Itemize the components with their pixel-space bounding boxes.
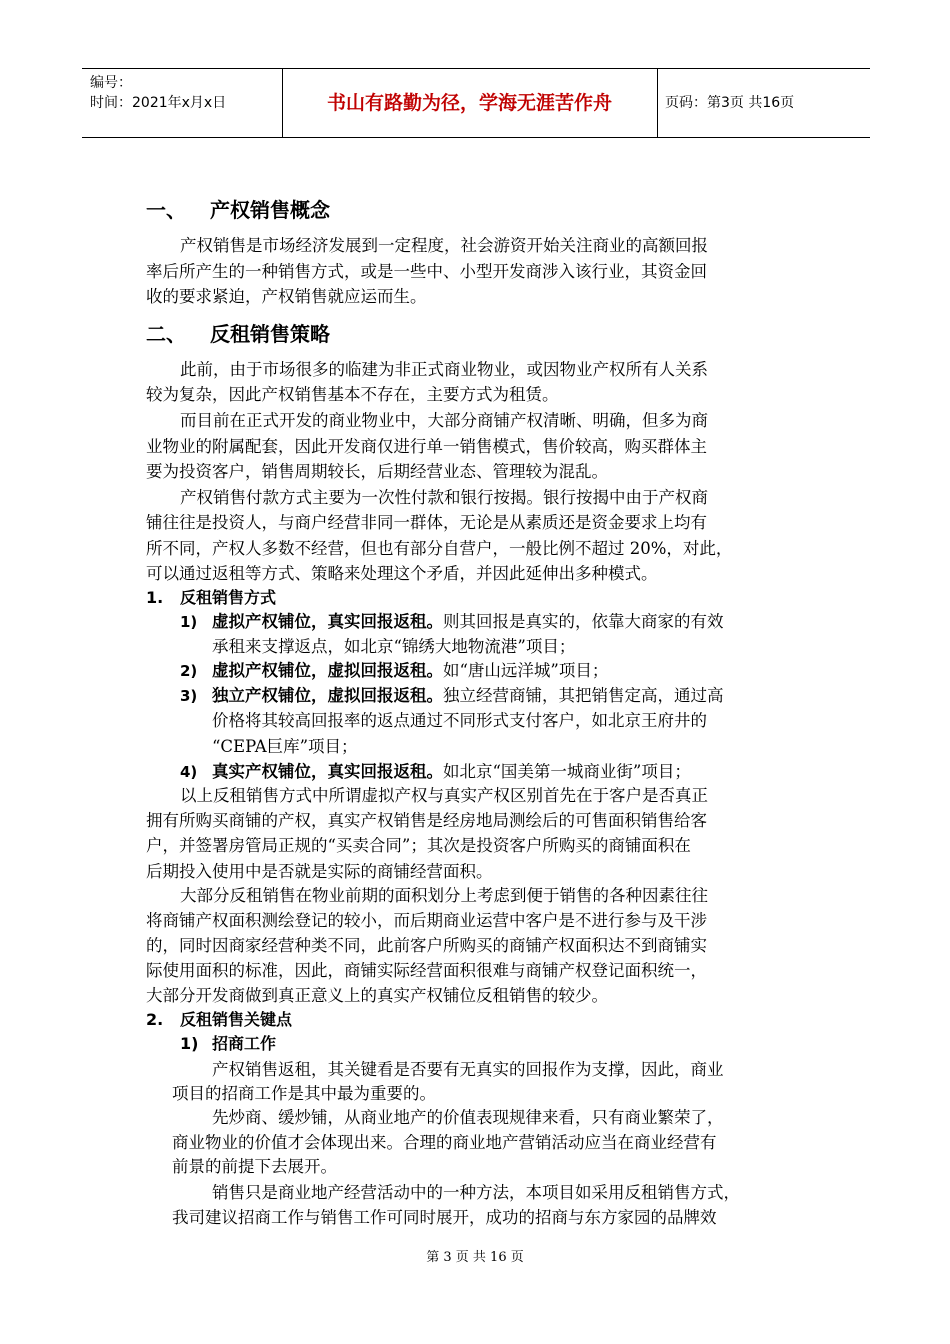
list-number: 1)	[180, 1034, 199, 1053]
paragraph-line: 后期投入使用中是否就是实际的商铺经营面积。	[146, 862, 493, 881]
sub-subsection-heading	[180, 1032, 276, 1056]
header-divider	[657, 69, 658, 137]
page-footer: 第 3 页 共 16 页	[426, 1250, 524, 1265]
list-item-text: 如北京“国美第一城商业街”项目；	[443, 762, 691, 781]
list-number: 1)	[180, 613, 198, 631]
list-item-text: 独立经营商铺，其把销售定高，通过高	[443, 686, 724, 705]
paragraph-line: 前景的前提下去展开。	[172, 1157, 337, 1176]
paragraph-line: 将商铺产权面积测绘登记的较小，而后期商业运营中客户是不进行参与及干涉	[146, 911, 707, 930]
list-item-lead: 独立产权铺位，虚拟回报返租。	[212, 686, 443, 705]
list-number: 3)	[180, 687, 198, 705]
list-item-lead: 虚拟产权铺位，真实回报返租。	[212, 612, 443, 631]
paragraph-line: 大部分开发商做到真正意义上的真实产权铺位反租销售的较少。	[146, 986, 608, 1005]
paragraph-line: 商业物业的价值才会体现出来。合理的商业地产营销活动应当在商业经营有	[172, 1133, 717, 1152]
list-number: 2)	[180, 662, 198, 680]
list-item-continuation: 承租来支撑返点，如北京“锦绣大地物流港”项目；	[212, 637, 576, 656]
paragraph-line: 大部分反租销售在物业前期的面积划分上考虑到便于销售的各种因素往往	[180, 886, 708, 905]
paragraph-line: 销售只是商业地产经营活动中的一种方法，本项目如采用反租销售方式，	[212, 1183, 740, 1202]
section-heading-2	[146, 321, 330, 347]
subsection-title: 反租销售方式	[180, 588, 277, 607]
list-item-text: 则其回报是真实的，依靠大商家的有效	[443, 612, 724, 631]
section-title: 产权销售概念	[210, 198, 330, 222]
subsection-number: 1.	[146, 588, 164, 607]
paragraph-line: 的，同时因商家经营种类不同，此前客户所购买的商铺产权面积达不到商铺实	[146, 936, 707, 955]
paragraph-line: 项目的招商工作是其中最为重要的。	[172, 1084, 436, 1103]
paragraph-line: 较为复杂，因此产权销售基本不存在，主要方式为租赁。	[146, 385, 559, 404]
list-item	[180, 684, 724, 708]
page-header	[82, 68, 870, 138]
section-number: 二、	[146, 322, 186, 346]
sub-subsection-title: 招商工作	[212, 1034, 277, 1053]
paragraph-line: 产权销售返租，其关键看是否要有无真实的回报作为支撑，因此，商业	[212, 1060, 724, 1079]
paragraph-line: 率后所产生的一种销售方式，或是一些中、小型开发商涉入该行业，其资金回	[146, 262, 707, 281]
list-item-lead: 真实产权铺位，真实回报返租。	[212, 762, 443, 781]
subsection-heading-1	[146, 586, 276, 610]
list-item	[180, 659, 608, 683]
list-item	[180, 760, 691, 784]
header-motto: 书山有路勤为径，学海无涯苦作舟	[326, 92, 612, 114]
subsection-title: 反租销售关键点	[180, 1010, 293, 1029]
list-item-continuation: 价格将其较高回报率的返点通过不同形式支付客户，如北京王府井的	[212, 711, 707, 730]
list-item-text: 如“唐山远洋城”项目；	[443, 661, 609, 680]
subsection-number: 2.	[146, 1010, 164, 1029]
paragraph-line: 户，并签署房管局正规的“买卖合同”；其次是投资客户所购买的商铺面积在	[146, 836, 691, 855]
paragraph-line: 要为投资客户，销售周期较长，后期经营业态、管理较为混乱。	[146, 462, 608, 481]
list-item-lead: 虚拟产权铺位，虚拟回报返租。	[212, 661, 443, 680]
paragraph-line: 铺往往是投资人，与商户经营非同一群体，无论是从素质还是资金要求上均有	[146, 513, 707, 532]
list-number: 4)	[180, 763, 198, 781]
paragraph-line: 先炒商、缓炒铺，从商业地产的价值表现规律来看，只有商业繁荣了，	[212, 1108, 724, 1127]
paragraph-line: 产权销售付款方式主要为一次性付款和银行按揭。银行按揭中由于产权商	[180, 488, 708, 507]
section-heading-1	[146, 197, 330, 223]
paragraph-line: 业物业的附属配套，因此开发商仅进行单一销售模式，售价较高，购买群体主	[146, 437, 707, 456]
subsection-heading-2	[146, 1008, 292, 1032]
paragraph-line: 际使用面积的标准，因此，商铺实际经营面积很难与商铺产权登记面积统一，	[146, 961, 707, 980]
paragraph-line: 产权销售是市场经济发展到一定程度，社会游资开始关注商业的高额回报	[180, 236, 708, 255]
paragraph-line: 所不同，产权人多数不经营，但也有部分自营户，一般比例不超过 20%，对此，	[146, 539, 733, 558]
paragraph-line: 收的要求紧迫，产权销售就应运而生。	[146, 287, 427, 306]
header-page-info: 页码：第3页 共16页	[665, 95, 795, 111]
list-item-continuation: “CEPA巨库”项目；	[212, 737, 358, 756]
paragraph-line: 我司建议招商工作与销售工作可同时展开，成功的招商与东方家园的品牌效	[172, 1208, 717, 1227]
paragraph-line: 而目前在正式开发的商业物业中，大部分商铺产权清晰、明确，但多为商	[180, 411, 708, 430]
paragraph-line: 可以通过返租等方式、策略来处理这个矛盾，并因此延伸出多种模式。	[146, 564, 658, 583]
date-line: 时间：2021年x月x日	[90, 95, 227, 111]
paragraph-line: 以上反租销售方式中所谓虚拟产权与真实产权区别首先在于客户是否真正	[180, 786, 708, 805]
header-meta	[90, 73, 226, 113]
number-label: 编号：	[90, 75, 132, 91]
section-title: 反租销售策略	[210, 322, 330, 346]
section-number: 一、	[146, 198, 186, 222]
paragraph-line: 此前，由于市场很多的临建为非正式商业物业，或因物业产权所有人关系	[180, 360, 708, 379]
list-item	[180, 610, 724, 634]
paragraph-line: 拥有所购买商铺的产权，真实产权销售是经房地局测绘后的可售面积销售给客	[146, 811, 707, 830]
